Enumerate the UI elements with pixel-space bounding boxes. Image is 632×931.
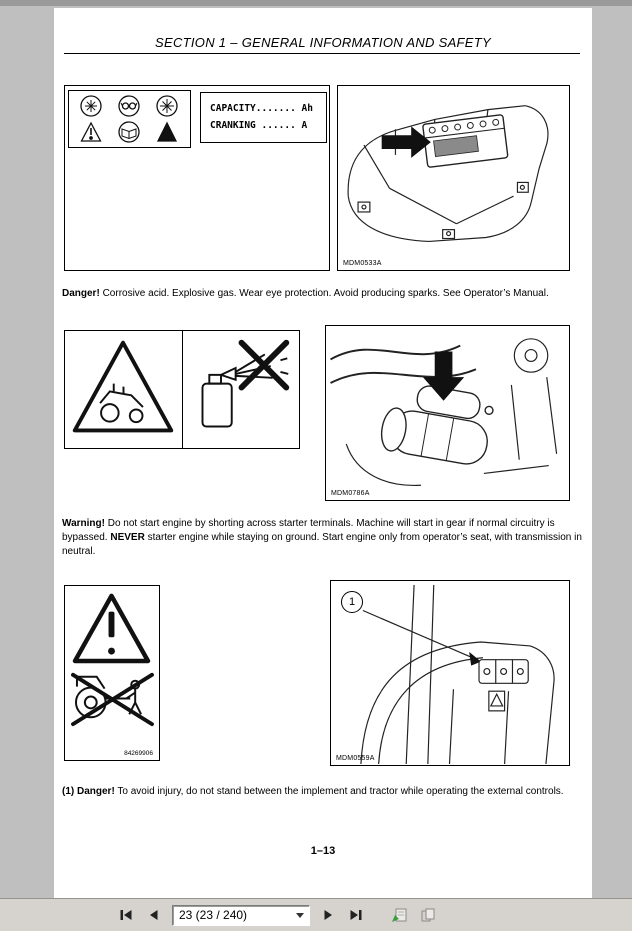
pictogram-code: 84269906 <box>124 750 153 757</box>
explosive-gas-icon <box>157 96 177 116</box>
fender-controls-illustration <box>331 581 568 764</box>
chevron-down-icon <box>295 911 305 919</box>
duplicate-page-button[interactable] <box>416 903 440 927</box>
capacity-label: CAPACITY....... Ah <box>210 103 313 115</box>
caption-segment: NEVER <box>110 532 145 543</box>
starter-illustration-panel <box>325 325 570 501</box>
page-dropdown-button[interactable] <box>293 906 307 925</box>
caption-segment: Danger! <box>62 288 100 299</box>
next-page-icon <box>320 907 336 923</box>
last-page-icon <box>348 907 364 923</box>
page-number-field[interactable] <box>172 905 310 926</box>
battery-warning-panel <box>64 85 330 271</box>
fender-controls-illustration-panel <box>330 580 570 766</box>
machine-runover-warning-panel <box>64 330 183 449</box>
callout-number: 1 <box>341 591 363 613</box>
battery-caption <box>62 287 584 301</box>
cranking-label: CRANKING ...... A <box>210 119 308 131</box>
caption-segment: starter engine while staying on ground. Start engine only from operator’s seat, with transmission in neutral. <box>62 532 582 557</box>
battery-location-illustration <box>338 86 568 269</box>
last-page-button[interactable] <box>344 903 368 927</box>
page-number: 1–13 <box>310 845 336 857</box>
first-page-button[interactable] <box>114 903 138 927</box>
starter-motor-illustration <box>326 326 568 499</box>
battery-illustration-panel <box>337 85 570 271</box>
battery-drawing <box>423 115 508 168</box>
external-controls-caption <box>62 785 584 799</box>
no-starting-fluid-icon <box>183 331 298 447</box>
crush-hazard-panel <box>64 585 160 761</box>
extract-page-icon <box>391 907 409 923</box>
duplicate-page-icon <box>419 907 437 923</box>
document-page <box>54 8 592 898</box>
battery-safety-icons-box <box>68 90 191 148</box>
first-page-icon <box>118 907 134 923</box>
general-warning-icon <box>75 596 148 661</box>
warning-triangle-icon <box>82 123 101 141</box>
section-header: SECTION 1 – GENERAL INFORMATION AND SAFETY <box>155 35 491 50</box>
machine-runover-warning-icon <box>65 331 181 447</box>
caption-segment: Do not start engine by shorting across starter terminals. Machine will start in gear if normal circuitry is bypassed. <box>62 518 555 543</box>
battery-capacity-box <box>200 92 327 143</box>
caption-segment: To avoid injury, do not stand between the implement and tractor while operating the external controls. <box>114 786 564 797</box>
figure-code: MDM0786A <box>331 490 370 497</box>
header-rule <box>64 53 580 54</box>
external-controls-drawing <box>479 660 528 711</box>
read-manual-icon <box>119 122 139 142</box>
figure-code: MDM0559A <box>336 755 375 762</box>
caption-segment: (1) Danger! <box>62 786 115 797</box>
caption-segment: Corrosive acid. Explosive gas. Wear eye protection. Avoid producing sparks. See Operator’s Manual. <box>99 288 549 299</box>
battery-safety-icons <box>69 91 190 147</box>
caption-segment: Warning! <box>62 518 105 529</box>
page-number-value: 23 (23 / 240) <box>179 908 248 922</box>
hazard-triangle-icon <box>158 123 176 141</box>
no-sparks-icon <box>81 96 101 116</box>
extract-page-button[interactable] <box>388 903 412 927</box>
viewer-toolbar <box>0 898 632 931</box>
eye-protection-icon <box>119 96 139 116</box>
no-standing-between-icon <box>73 675 152 724</box>
no-starting-fluid-panel <box>182 330 300 449</box>
window-edge <box>0 0 632 6</box>
next-page-button[interactable] <box>316 903 340 927</box>
starter-caption <box>62 517 584 559</box>
figure-code: MDM0533A <box>343 260 382 267</box>
previous-page-icon <box>146 907 162 923</box>
callout-leader-line <box>363 611 477 660</box>
previous-page-button[interactable] <box>142 903 166 927</box>
crush-hazard-pictogram <box>65 586 158 734</box>
